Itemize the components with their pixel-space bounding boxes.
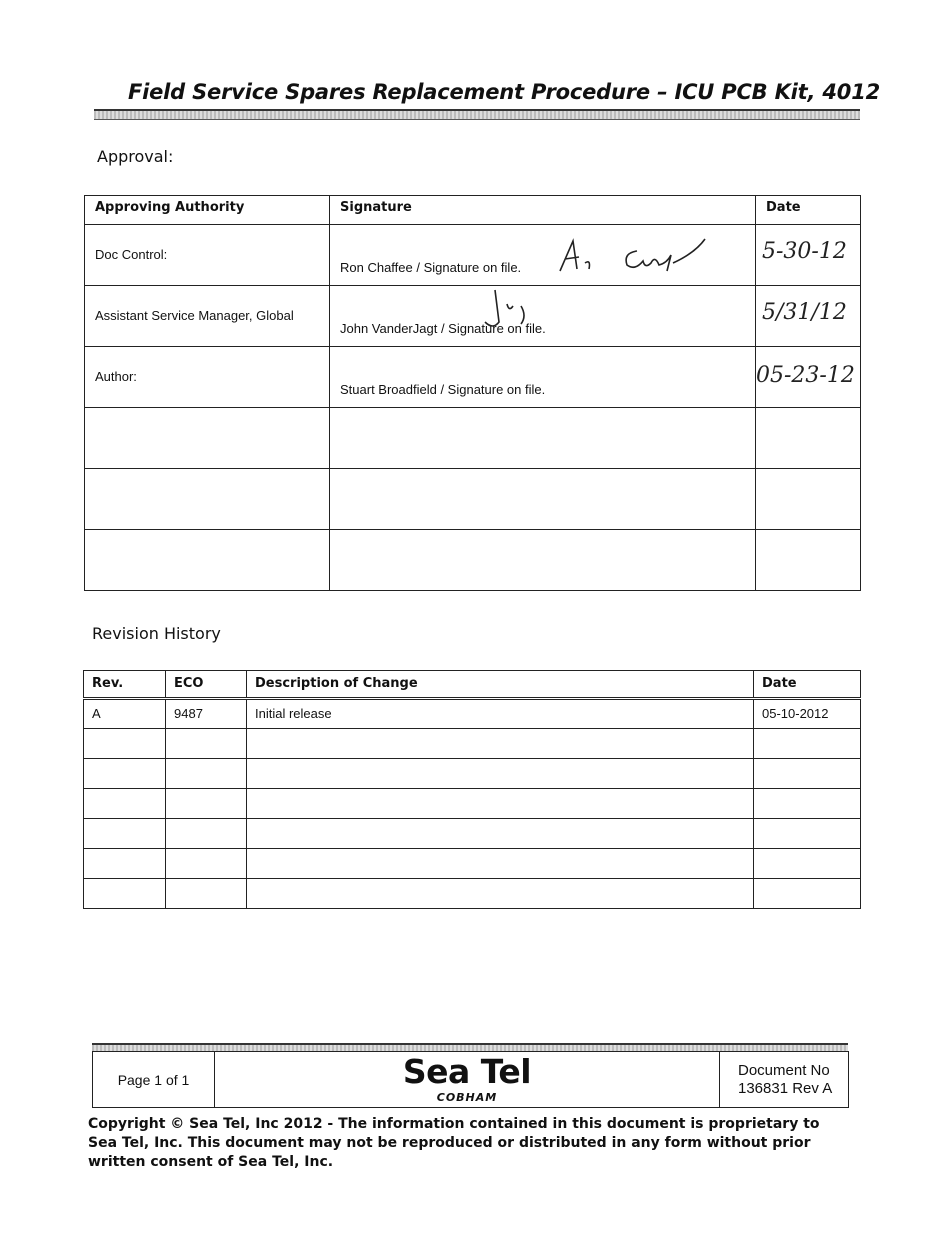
revision-row-empty — [84, 819, 861, 849]
revision-row-empty — [84, 759, 861, 789]
approval-date — [756, 225, 861, 286]
approval-row-empty — [85, 469, 861, 530]
approval-row — [85, 225, 861, 286]
revision-row-empty — [84, 849, 861, 879]
column-header: Rev. — [84, 671, 166, 699]
signature-cell — [330, 225, 756, 286]
revision-row-empty — [84, 729, 861, 759]
column-header: Signature — [330, 196, 756, 225]
revision-table — [83, 670, 861, 909]
rev-cell: A — [84, 699, 166, 729]
revision-row-empty — [84, 789, 861, 819]
column-header: ECO — [166, 671, 247, 699]
column-header: Approving Authority — [85, 196, 330, 225]
approval-date — [756, 347, 861, 408]
approving-authority: Doc Control: — [85, 225, 330, 286]
approval-row-empty — [85, 530, 861, 591]
column-header: Description of Change — [247, 671, 754, 699]
eco-cell: 9487 — [166, 699, 247, 729]
description-cell: Initial release — [247, 699, 754, 729]
brand-subtitle: COBHAM — [436, 1091, 498, 1104]
brand-logo — [215, 1052, 720, 1108]
document-number — [720, 1052, 849, 1108]
signature-text: Stuart Broadfield / Signature on file. — [340, 382, 546, 397]
approval-table — [84, 195, 861, 591]
handwritten-date: 5/31/12 — [762, 300, 847, 325]
approval-date — [756, 286, 861, 347]
brand-name: Sea Tel — [402, 1052, 532, 1091]
revision-heading: Revision History — [92, 624, 221, 643]
document-number-value: 136831 Rev A — [738, 1079, 833, 1097]
approval-header-row — [85, 196, 861, 225]
revision-row-empty — [84, 879, 861, 909]
column-header: Date — [756, 196, 861, 225]
signature-cell — [330, 347, 756, 408]
date-cell: 05-10-2012 — [754, 699, 861, 729]
revision-header-row — [84, 671, 861, 699]
document-title: Field Service Spares Replacement Procedure – ICU PCB Kit, 4012 — [128, 80, 881, 104]
revision-row — [84, 699, 861, 729]
column-header: Date — [754, 671, 861, 699]
approval-row — [85, 286, 861, 347]
approving-authority: Author: — [85, 347, 330, 408]
handwritten-signature — [555, 233, 725, 278]
handwritten-date: 5-30-12 — [762, 239, 847, 264]
signature-cell — [330, 286, 756, 347]
page-number: Page 1 of 1 — [93, 1052, 215, 1108]
signature-text: Ron Chaffee / Signature on file. — [340, 260, 522, 275]
approving-authority: Assistant Service Manager, Global — [85, 286, 330, 347]
handwritten-date: 05-23-12 — [756, 363, 855, 388]
approval-heading: Approval: — [97, 147, 174, 166]
approval-row-empty — [85, 408, 861, 469]
copyright-notice: Copyright © Sea Tel, Inc 2012 - The information contained in this document is proprietary to Sea Tel, Inc. This document may not be reproduced or distributed in any form without prior written consent of Sea Tel, Inc. — [88, 1116, 820, 1170]
signature-text: John VanderJagt / Signature on file. — [340, 321, 546, 336]
handwritten-signature — [465, 286, 635, 336]
footer-table — [92, 1051, 849, 1108]
header-rule — [94, 109, 860, 120]
document-number-label: Document No — [738, 1061, 830, 1079]
approval-row — [85, 347, 861, 408]
